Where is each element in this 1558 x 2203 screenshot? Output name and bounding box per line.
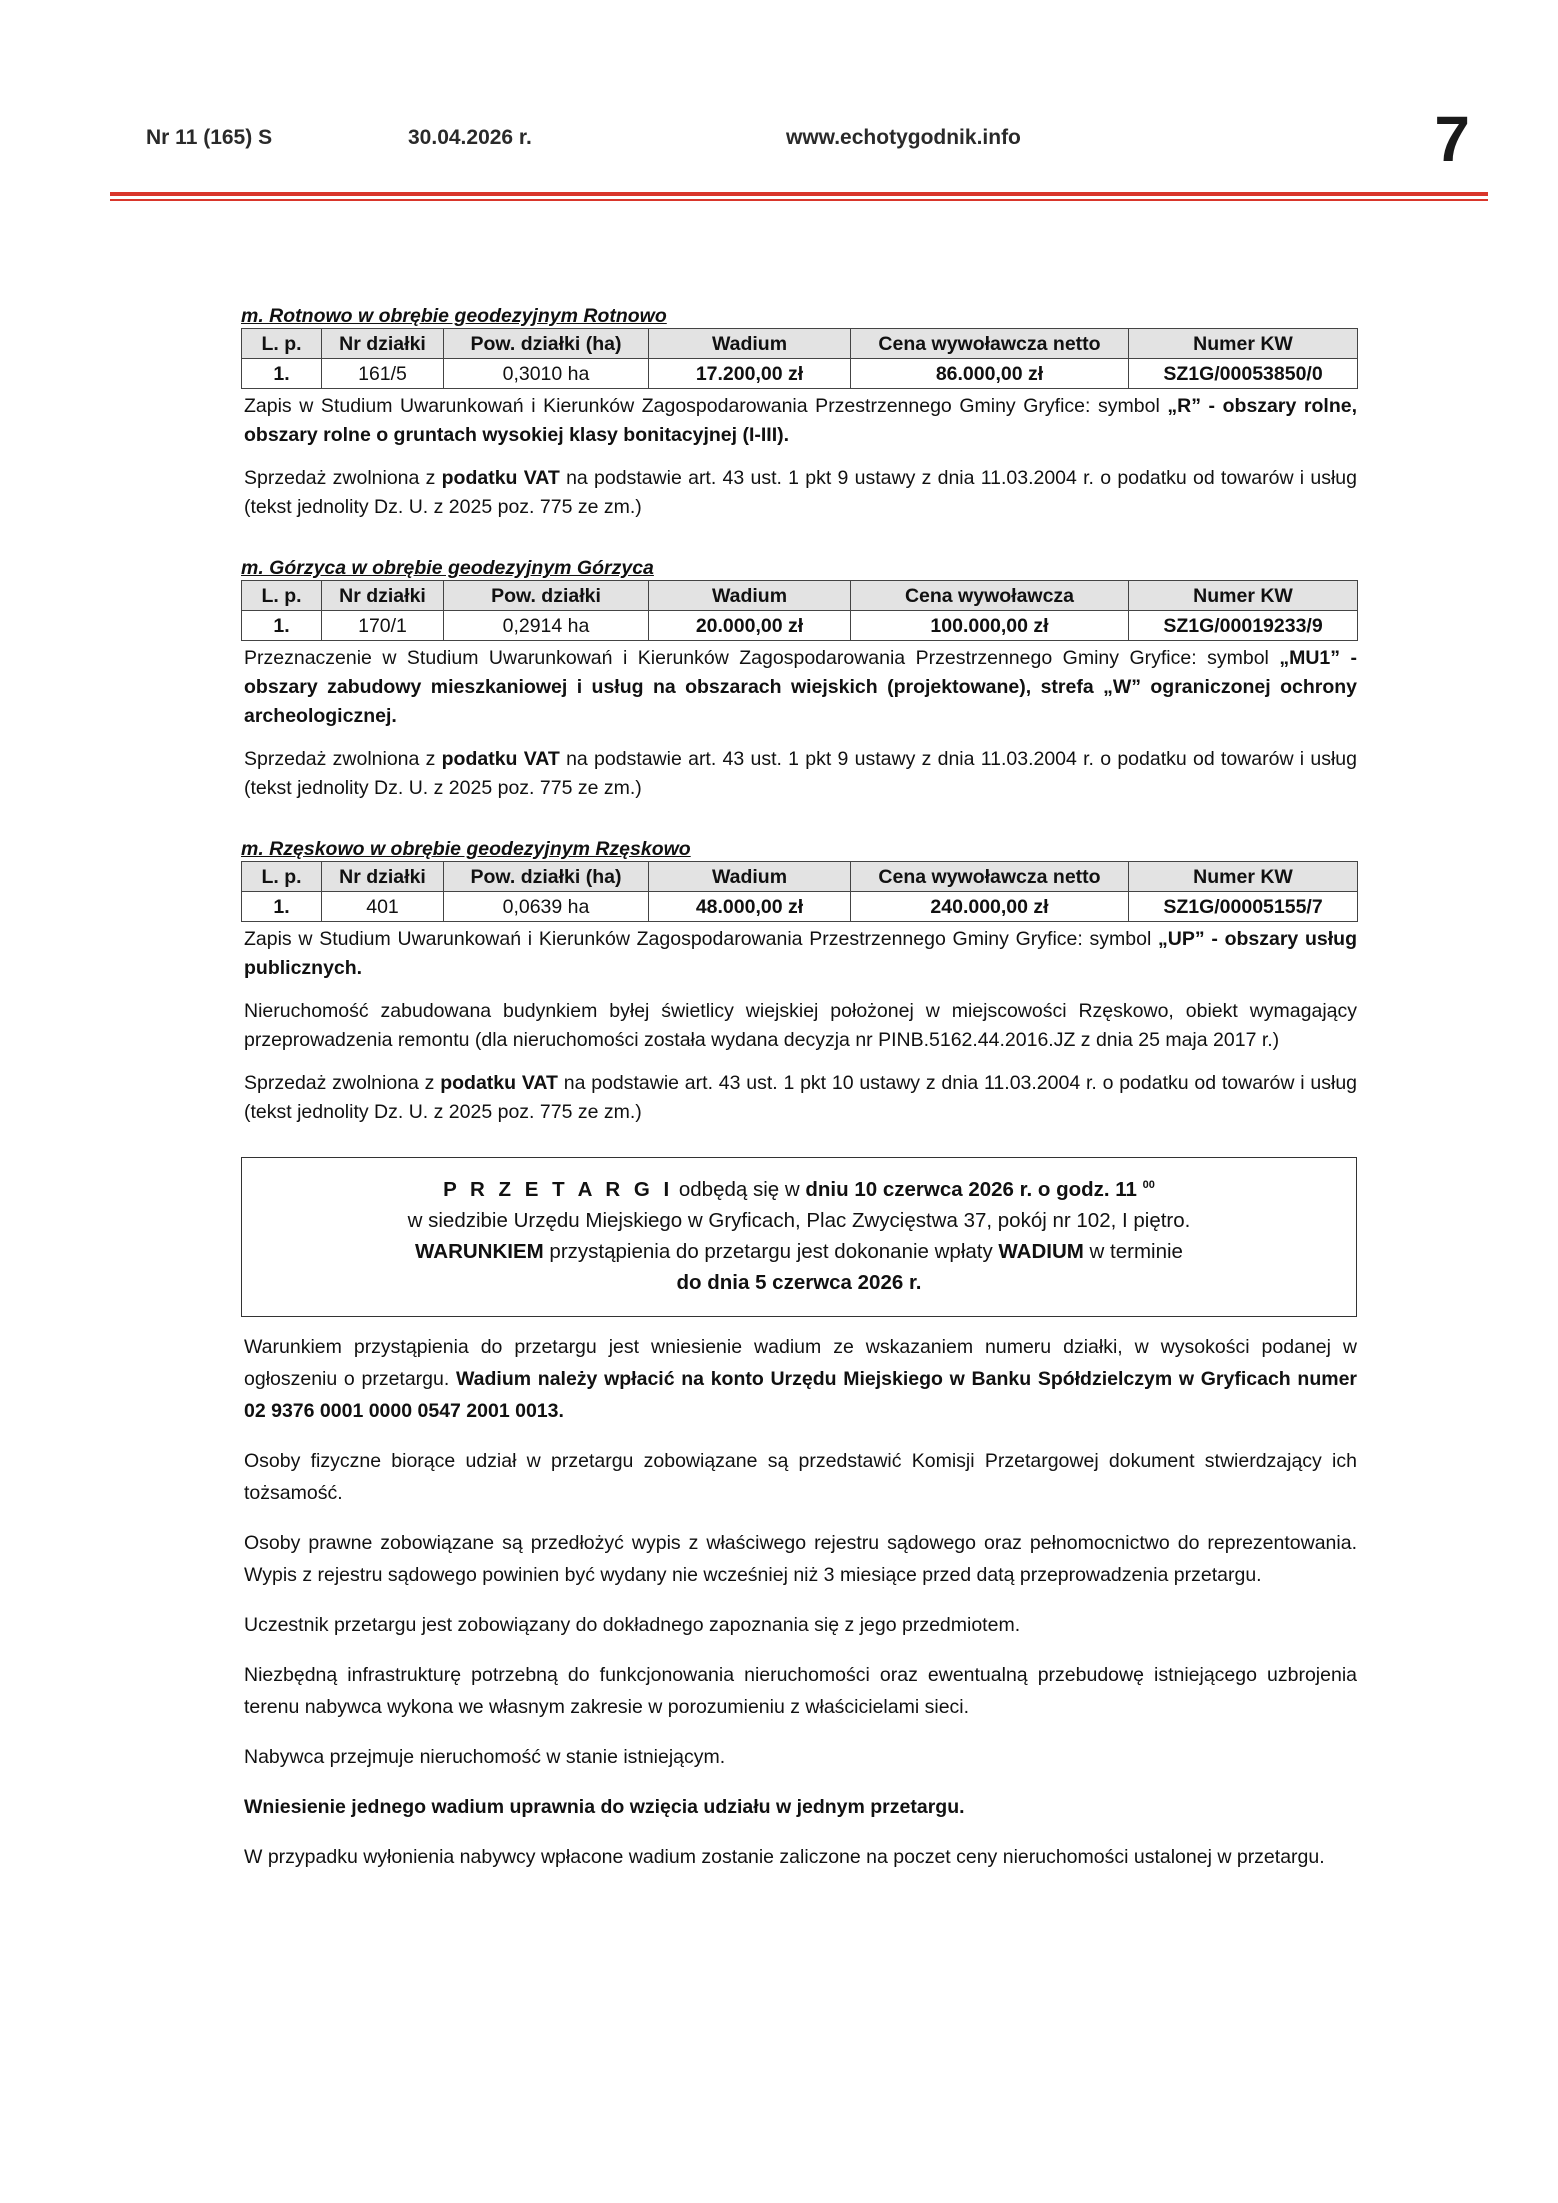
vat-note: Sprzedaż zwolniona z podatku VAT na podstawie art. 43 ust. 1 pkt 10 ustawy z dnia 11.03.2004 r. o podatku od towarów i usług (tekst jednolity Dz. U. z 2025 poz. 775 ze zm.) (244, 1072, 1358, 1123)
col-header: Wadium (649, 329, 851, 359)
col-header: Nr działki (322, 329, 444, 359)
website-link[interactable]: www.echotygodnik.info (786, 126, 1021, 149)
cell-price: 86.000,00 zł (851, 359, 1129, 389)
cell-kw-number: SZ1G/00019233/9 (1129, 611, 1358, 641)
col-header: Wadium (649, 862, 851, 892)
cell-area: 0,0639 ha (444, 892, 649, 922)
col-header: Numer KW (1129, 862, 1358, 892)
section-title: m. Rotnowo w obrębie geodezyjnym Rotnowo (241, 305, 667, 327)
plot-table (241, 861, 1358, 922)
auction-notice-box (241, 1157, 1357, 1317)
col-header: Nr działki (322, 581, 444, 611)
vat-note: Sprzedaż zwolniona z podatku VAT na podstawie art. 43 ust. 1 pkt 9 ustawy z dnia 11.03.2004 r. o podatku od towarów i usług (tekst jednolity Dz. U. z 2025 poz. 775 ze zm.) (244, 467, 1357, 518)
cell-plot-number: 401 (322, 892, 444, 922)
notice-line-1: P R Z E T A R G I odbędą się w dniu 10 czerwca 2026 r. o godz. 11 $^{00}$ (443, 1177, 1155, 1201)
paragraph-as-is: Nabywca przejmuje nieruchomość w stanie istniejącym. (244, 1745, 726, 1768)
col-header: Cena wywoławcza (851, 581, 1129, 611)
cell-lp: 1. (242, 892, 322, 922)
cell-kw-number: SZ1G/00053850/0 (1129, 359, 1358, 389)
table-row (242, 892, 1358, 922)
section-gorzyca (241, 556, 1357, 803)
cell-kw-number: SZ1G/00005155/7 (1129, 892, 1358, 922)
section-title: m. Rzęskowo w obrębie geodezyjnym Rzęskowo (241, 838, 691, 860)
cell-price: 100.000,00 zł (851, 611, 1129, 641)
plot-table (241, 580, 1358, 641)
plot-table (241, 328, 1358, 389)
vat-note: Sprzedaż zwolniona z podatku VAT na podstawie art. 43 ust. 1 pkt 9 ustawy z dnia 11.03.2004 r. o podatku od towarów i usług (tekst jednolity Dz. U. z 2025 poz. 775 ze zm.) (244, 748, 1357, 799)
paragraph-natural-persons: Osoby fizyczne biorące udział w przetargu zobowiązane są przedstawić Komisji Przetargowej dokument stwierdzający ich tożsamość. (244, 1449, 1357, 1504)
notice-line-2: w siedzibie Urzędu Miejskiego w Gryficach, Plac Zwycięstwa 37, pokój nr 102, I piętro. (407, 1208, 1191, 1232)
page-header (110, 104, 1490, 174)
section-rotnowo (241, 304, 1357, 522)
header-rule (110, 192, 1488, 196)
zoning-description: Zapis w Studium Uwarunkowań i Kierunków Zagospodarowania Przestrzennego Gminy Gryfice: symbol „R” - obszary rolne, obszary rolne o gruntach wysokiej klasy bonitacyjnej (I-III). (244, 395, 1357, 446)
col-header: Cena wywoławcza netto (851, 329, 1129, 359)
notice-line-4: do dnia 5 czerwca 2026 r. (676, 1270, 922, 1294)
paragraph-one-deposit: Wniesienie jednego wadium uprawnia do wzięcia udziału w jednym przetargu. (244, 1795, 965, 1818)
col-header: Numer KW (1129, 329, 1358, 359)
paragraph-deposit: Warunkiem przystąpienia do przetargu jest wniesienie wadium ze wskazaniem numeru działki, w wysokości podanej w ogłoszeniu o przetargu. Wadium należy wpłacić na konto Urzędu Miejskiego w Banku Spółdzielczym w Gryficach numer 02 9376 0001 0000 0547 2001 0013. (244, 1335, 1357, 1422)
cell-plot-number: 170/1 (322, 611, 444, 641)
cell-deposit: 48.000,00 zł (649, 892, 851, 922)
page-number: 7 (1434, 103, 1470, 175)
paragraph-infrastructure: Niezbędną infrastrukturę potrzebną do funkcjonowania nieruchomości oraz ewentualną przebudowę istniejącego uzbrojenia terenu nabywca wykona we własnym zakresie w porozumieniu z właścicielami sieci. (244, 1663, 1357, 1718)
col-header: L. p. (242, 862, 322, 892)
col-header: Numer KW (1129, 581, 1358, 611)
cell-plot-number: 161/5 (322, 359, 444, 389)
col-header: L. p. (242, 581, 322, 611)
cell-lp: 1. (242, 611, 322, 641)
header-rule-thin (110, 199, 1488, 201)
cell-lp: 1. (242, 359, 322, 389)
cell-deposit: 20.000,00 zł (649, 611, 851, 641)
cell-deposit: 17.200,00 zł (649, 359, 851, 389)
issue-date: 30.04.2026 r. (408, 126, 532, 149)
zoning-description: Przeznaczenie w Studium Uwarunkowań i Kierunków Zagospodarowania Przestrzennego Gminy Gryfice: symbol „MU1” - obszary zabudowy mieszkaniowej i usług na obszarach wiejskich (projektowane), strefa „W” ograniczonej ochrony archeologicznej. (244, 647, 1357, 727)
cell-price: 240.000,00 zł (851, 892, 1129, 922)
article-body (241, 304, 1357, 1873)
col-header: Nr działki (322, 862, 444, 892)
col-header: L. p. (242, 329, 322, 359)
section-title: m. Górzyca w obrębie geodezyjnym Górzyca (241, 557, 654, 579)
col-header: Cena wywoławcza netto (851, 862, 1129, 892)
table-header-row (242, 862, 1358, 892)
building-note: Nieruchomość zabudowana budynkiem byłej świetlicy wiejskiej położonej w miejscowości Rzęskowo, obiekt wymagający przeprowadzenia remontu (dla nieruchomości została wydana decyzja nr PINB.5162.44.2016.JZ z dnia 25 maja 2017 r.) (244, 1000, 1357, 1051)
paragraph-legal-persons: Osoby prawne zobowiązane są przedłożyć wypis z właściwego rejestru sądowego oraz pełnomocnictwo do reprezentowania. Wypis z rejestru sądowego powinien być wydany nie wcześniej niż 3 miesiące przed datą przeprowadzenia przetargu. (244, 1531, 1357, 1586)
paragraph-participant: Uczestnik przetargu jest zobowiązany do dokładnego zapoznania się z jego przedmiotem. (244, 1613, 1021, 1636)
paragraph-deposit-credit: W przypadku wyłonienia nabywcy wpłacone wadium zostanie zaliczone na poczet ceny nieruchomości ustalonej w przetargu. (244, 1845, 1325, 1868)
col-header: Pow. działki (ha) (444, 862, 649, 892)
notice-line-3: WARUNKIEM przystąpienia do przetargu jest dokonanie wpłaty WADIUM w terminie (415, 1239, 1183, 1263)
table-row (242, 611, 1358, 641)
col-header: Pow. działki (444, 581, 649, 611)
table-header-row (242, 329, 1358, 359)
issue-number: Nr 11 (165) S (146, 126, 273, 149)
col-header: Wadium (649, 581, 851, 611)
table-header-row (242, 581, 1358, 611)
section-rzeskowo (241, 837, 1357, 1127)
cell-area: 0,3010 ha (444, 359, 649, 389)
cell-area: 0,2914 ha (444, 611, 649, 641)
col-header: Pow. działki (ha) (444, 329, 649, 359)
zoning-description: Zapis w Studium Uwarunkowań i Kierunków Zagospodarowania Przestrzennego Gminy Gryfice: symbol „UP” - obszary usług publicznych. (244, 928, 1357, 979)
table-row (242, 359, 1358, 389)
